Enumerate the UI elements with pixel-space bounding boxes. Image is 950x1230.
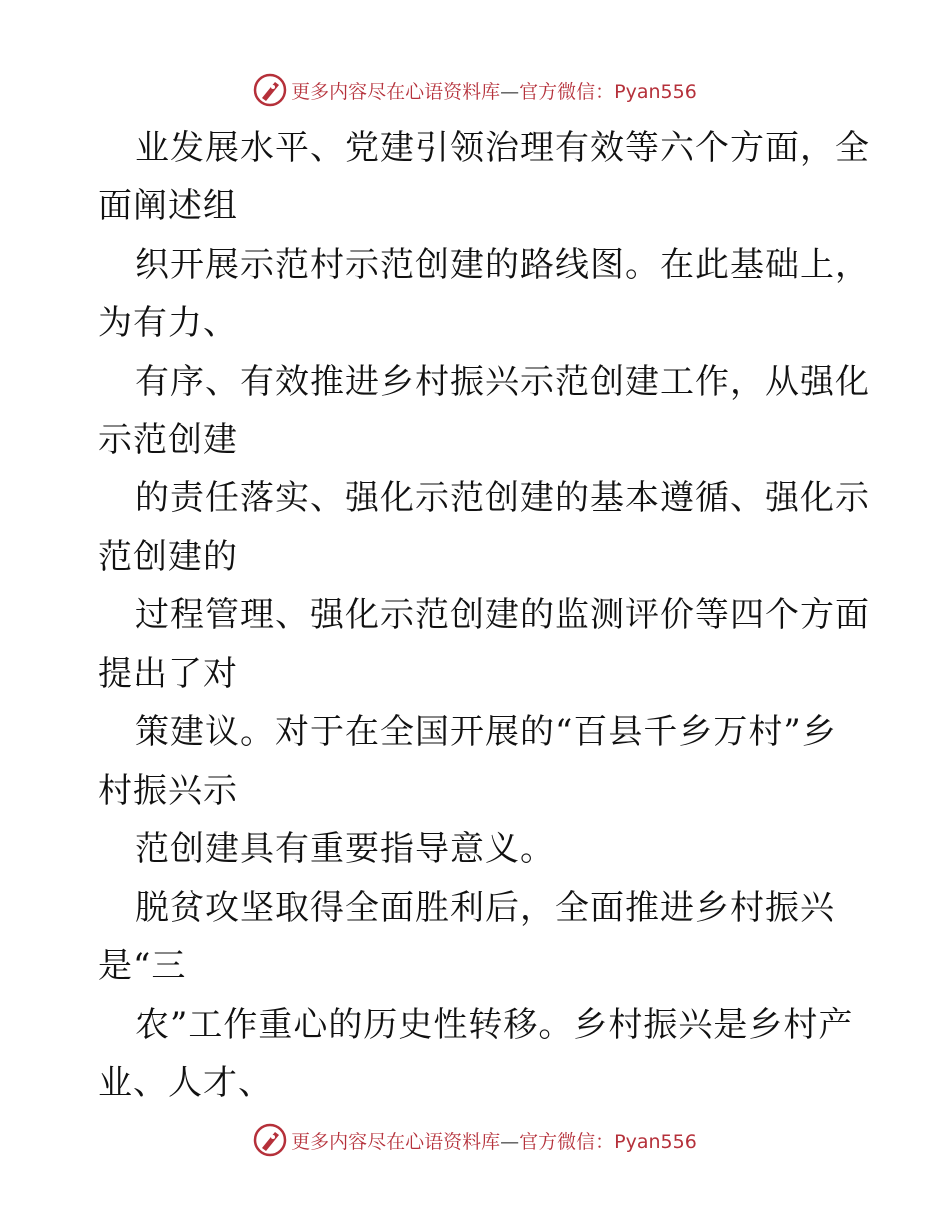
text-line: 策建议。对于在全国开展的“百县千乡万村”乡 bbox=[135, 712, 837, 752]
text-line: 村振兴示 bbox=[98, 771, 238, 811]
watermark-brand: 更多内容尽在心语资料库 bbox=[291, 1130, 501, 1153]
watermark-dash: — bbox=[500, 80, 520, 103]
text-line: 提出了对 bbox=[98, 654, 238, 694]
text-line: 业发展水平、党建引领治理有效等六个方面，全 bbox=[135, 128, 870, 168]
footer-watermark bbox=[0, 1120, 950, 1160]
text-line: 业、人才、 bbox=[98, 1063, 273, 1103]
text-line: 为有力、 bbox=[98, 303, 238, 343]
text-line: 是“三 bbox=[98, 946, 187, 986]
pen-logo-icon bbox=[253, 1123, 287, 1157]
watermark-contact: 官方微信：Pyan556 bbox=[519, 1130, 697, 1153]
text-line: 面阐述组 bbox=[98, 186, 238, 226]
watermark-dash: — bbox=[500, 1130, 520, 1153]
text-line: 过程管理、强化示范创建的监测评价等四个方面 bbox=[135, 595, 870, 635]
watermark-contact: 官方微信：Pyan556 bbox=[519, 80, 697, 103]
text-line: 范创建的 bbox=[98, 537, 238, 577]
text-line: 的责任落实、强化示范创建的基本遵循、强化示 bbox=[135, 478, 870, 518]
text-line: 范创建具有重要指导意义。 bbox=[135, 829, 555, 869]
text-line: 织开展示范村示范创建的路线图。在此基础上， bbox=[135, 245, 870, 285]
text-line: 脱贫攻坚取得全面胜利后，全面推进乡村振兴 bbox=[135, 888, 835, 928]
text-line: 示范创建 bbox=[98, 420, 238, 460]
text-line: 有序、有效推进乡村振兴示范创建工作，从强化 bbox=[135, 362, 870, 402]
watermark-brand: 更多内容尽在心语资料库 bbox=[291, 80, 501, 103]
watermark-text bbox=[291, 1127, 697, 1154]
text-line: 农”工作重心的历史性转移。乡村振兴是乡村产 bbox=[135, 1005, 854, 1045]
